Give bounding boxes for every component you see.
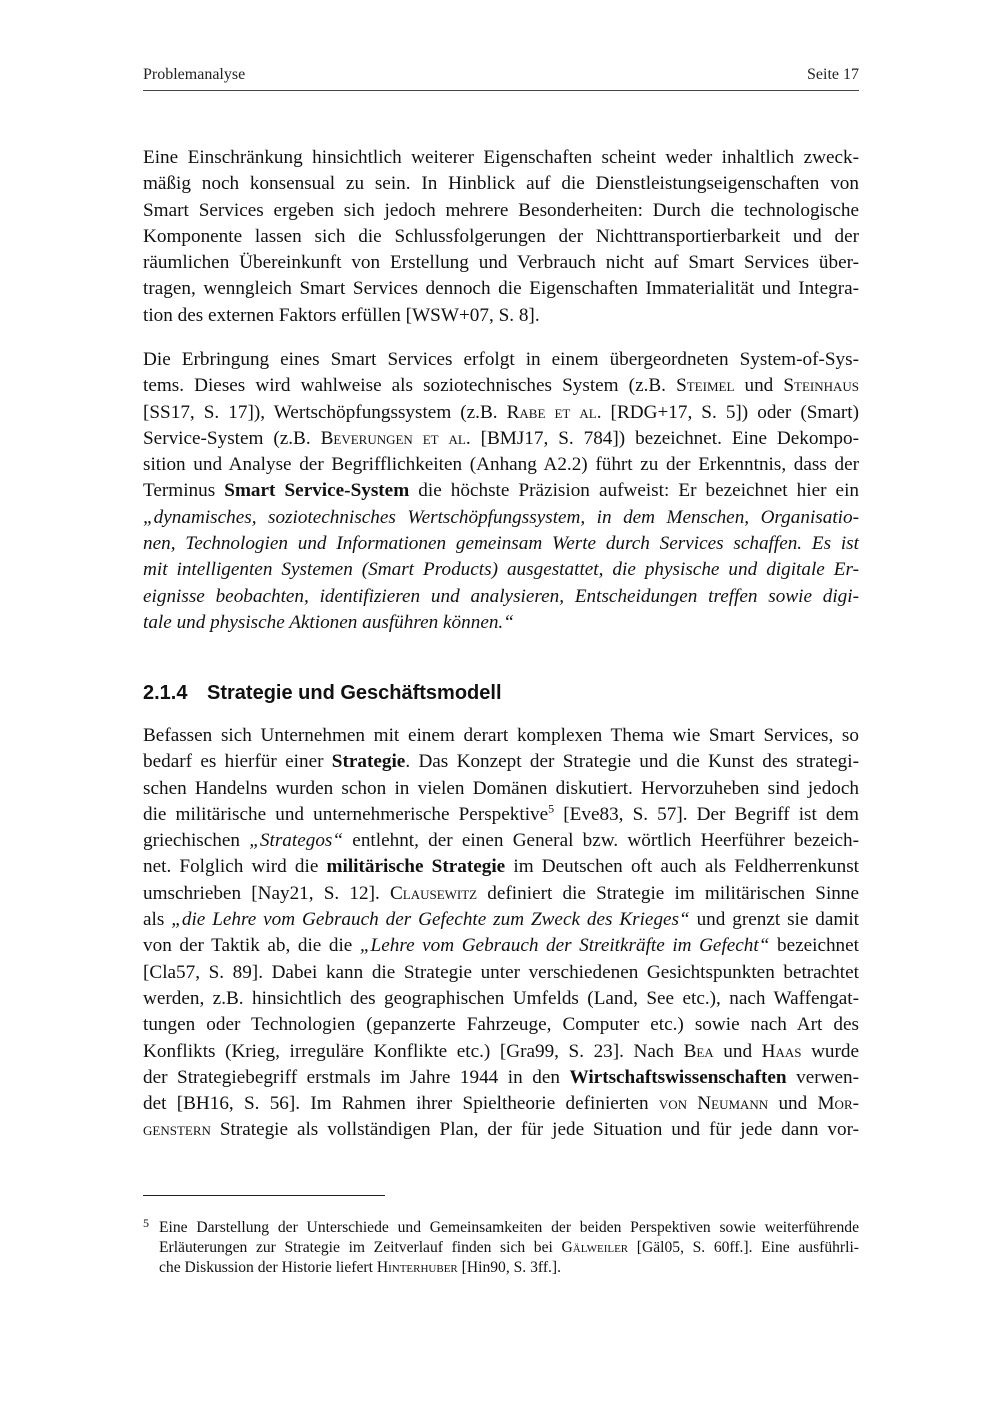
text-line <box>143 802 859 828</box>
text-run: definiert die Strategie im militärischen Sinne <box>477 882 859 904</box>
text-run: Strategie als vollständigen Plan, der für jede Situation und für jede dann vor- <box>210 1119 859 1141</box>
section-number: 2.1.4 <box>143 682 188 704</box>
section-heading <box>143 682 502 705</box>
text-line <box>143 531 859 557</box>
footnote-line <box>143 1238 859 1258</box>
text-run: und <box>734 375 784 397</box>
text-run: und <box>768 1093 818 1115</box>
section-title: Strategie und Geschäftsmodell <box>207 682 502 704</box>
paragraph-2 <box>143 347 859 636</box>
quote-text: mit intelligenten Systemen (Smart Products) ausgestattet, die physische und digitale Er- <box>143 559 859 581</box>
author-name: genstern <box>143 1119 211 1141</box>
bold-term: Smart Service-System <box>224 480 410 502</box>
text-line <box>143 1117 859 1143</box>
text-run: net. Folglich wird die <box>143 856 327 878</box>
text-line <box>143 1091 859 1117</box>
text-run: bedarf es hierfür einer <box>143 751 332 773</box>
text-line <box>143 584 859 610</box>
footnote-number: 5 <box>143 1216 149 1230</box>
text-line: Eine Einschränkung hinsichtlich weiterer Eigenschaften scheint weder inhaltlich zweck- <box>143 147 859 168</box>
footnote-divider <box>143 1195 385 1196</box>
text-line: Komponente lassen sich die Schlussfolgerungen der Nichttransportierbarkeit und der <box>143 225 859 247</box>
text-line <box>143 1039 859 1065</box>
text-line: werden, z.B. hinsichtlich des geographischen Umfelds (Land, See etc.), nach Waffengat- <box>143 987 859 1009</box>
text-run: . Das Konzept der Strategie und die Kunst des strategi- <box>405 751 859 773</box>
text-run: che Diskussion der Historie liefert <box>159 1259 377 1276</box>
text-line <box>143 373 859 399</box>
text-run: entlehnt, der einen General bzw. wörtlich Heerführer bezeich- <box>343 830 859 852</box>
text-line <box>143 933 859 959</box>
text-line <box>143 557 859 583</box>
author-name: Gälweiler <box>561 1239 629 1256</box>
footnote-line <box>143 1258 859 1278</box>
text-line <box>143 854 859 880</box>
text-line: räumlichen Übereinkunft von Erstellung und Verbrauch nicht auf Smart Services über- <box>143 252 859 274</box>
italic-term: „Strategos“ <box>249 830 344 852</box>
text-line <box>143 478 859 504</box>
author-name: Clausewitz <box>389 882 478 904</box>
text-run: im Deutschen oft auch als Feldherrenkunst <box>505 856 860 878</box>
text-line <box>143 1065 859 1091</box>
text-run: wurde <box>801 1040 860 1062</box>
text-run: det [BH16, S. 56]. Im Rahmen ihrer Spieltheorie definierten <box>143 1093 659 1115</box>
text-run: griechischen <box>143 830 250 852</box>
text-line: sition und Analyse der Begrifflichkeiten (Anhang A2.2) führt zu der Erkenntnis, dass der <box>143 454 859 476</box>
text-run: Service-System (z.B. <box>143 427 321 449</box>
bold-term: Strategie <box>331 751 406 773</box>
text-run: tems. Dieses wird wahlweise als soziotechnisches System (z.B. <box>143 375 677 397</box>
page-header <box>143 66 859 91</box>
author-name: Rabe et al. <box>506 401 602 423</box>
paragraph-3 <box>143 723 859 1144</box>
text-line: schen Handelns wurden schon in vielen Domänen diskutiert. Hervorzuheben sind jedoch <box>143 777 859 799</box>
text-line <box>143 505 859 531</box>
text-run: umschrieben [Nay21, S. 12]. <box>143 882 390 904</box>
author-name: Steinhaus <box>783 375 860 397</box>
text-line <box>143 749 859 775</box>
author-name: Haas <box>761 1040 802 1062</box>
text-run: [RDG+17, S. 5]) oder (Smart) <box>601 401 859 423</box>
text-run: [Hin90, S. 3ff.]. <box>457 1259 561 1276</box>
text-run: die höchste Präzision aufweist: Er bezeichnet hier ein <box>409 480 860 502</box>
text-line <box>143 610 859 636</box>
text-line: [Cla57, S. 89]. Dabei kann die Strategie unter verschiedenen Gesichtspunkten betrachtet <box>143 961 859 983</box>
text-run: von der Taktik ab, die die <box>143 935 360 957</box>
text-line: tion des externen Faktors erfüllen [WSW+07, S. 8]. <box>143 304 540 326</box>
text-line <box>143 907 859 933</box>
running-head: Problemanalyse <box>143 66 246 83</box>
author-name: Steimel <box>676 375 735 397</box>
text-run: [Gäl05, S. 60ff.]. Eine ausführli- <box>628 1239 859 1256</box>
quote-text: „die Lehre vom Gebrauch der Gefechte zum Zweck des Krieges“ <box>171 909 690 931</box>
footnote <box>143 1218 859 1278</box>
author-name: Bea <box>683 1040 714 1062</box>
text-line <box>143 881 859 907</box>
text-line <box>143 400 859 426</box>
footnote-line: Eine Darstellung der Unterschiede und Gemeinsamkeiten der beiden Perspektiven sowie weiterführende <box>159 1219 859 1236</box>
text-run: [SS17, S. 17]), Wertschöpfungssystem (z.B. <box>143 401 507 423</box>
quote-text: tale und physische Aktionen ausführen können.“ <box>143 611 514 633</box>
paragraph-1 <box>143 145 859 329</box>
text-run: Erläuterungen zur Strategie im Zeitverlauf finden sich bei <box>159 1239 562 1256</box>
footnote-ref: 5 <box>548 801 555 816</box>
author-name: Mor- <box>817 1093 860 1115</box>
text-run: und grenzt sie damit <box>689 909 859 931</box>
text-line: Smart Services ergeben sich jedoch mehrere Besonderheiten: Durch die technologische <box>143 199 859 221</box>
text-line <box>143 426 859 452</box>
bold-term: militärische Strategie <box>326 856 506 878</box>
text-run: verwen- <box>786 1066 859 1088</box>
text-line: tungen oder Technologien (gepanzerte Fahrzeuge, Computer etc.) sowie nach Art des <box>143 1014 859 1036</box>
text-run: als <box>143 909 172 931</box>
author-name: von Neumann <box>658 1093 769 1115</box>
text-line: tragen, wenngleich Smart Services dennoch die Eigenschaften Immaterialität und Integra- <box>143 278 859 300</box>
text-run: Terminus <box>143 480 225 502</box>
page-number: Seite 17 <box>807 66 859 83</box>
quote-text: „Lehre vom Gebrauch der Streitkräfte im Gefecht“ <box>359 935 770 957</box>
text-run: der Strategiebegriff erstmals im Jahre 1944 in den <box>143 1066 570 1088</box>
text-run: [Eve83, S. 57]. Der Begriff ist dem <box>554 803 859 825</box>
text-run: Konflikts (Krieg, irreguläre Konflikte etc.) [Gra99, S. 23]. Nach <box>143 1040 684 1062</box>
bold-term: Wirtschaftswissenschaften <box>569 1066 787 1088</box>
text-line: mäßig noch konsensual zu sein. In Hinblick auf die Dienstleistungseigenschaften von <box>143 173 859 195</box>
text-run: bezeichnet <box>769 935 859 957</box>
quote-text: nen, Technologien und Informationen gemeinsam Werte durch Services schaffen. Es ist <box>143 533 859 555</box>
text-run: und <box>713 1040 762 1062</box>
text-line: Die Erbringung eines Smart Services erfolgt in einem übergeordneten System-of-Sys- <box>143 349 859 370</box>
text-run: [BMJ17, S. 784]) bezeichnet. Eine Dekompo- <box>470 427 859 449</box>
quote-text: eignisse beobachten, identifizieren und analysieren, Entscheidungen treffen sowie digi- <box>143 585 859 607</box>
text-line: Befassen sich Unternehmen mit einem derart komplexen Thema wie Smart Services, so <box>143 725 859 746</box>
text-run: die militärische und unternehmerische Perspektive <box>143 803 549 825</box>
text-line <box>143 828 859 854</box>
quote-text: „dynamisches, soziotechnisches Wertschöpfungssystem, in dem Menschen, Organisatio- <box>143 506 859 528</box>
author-name: Hinterhuber <box>376 1259 458 1276</box>
author-name: Beverungen et al. <box>320 427 471 449</box>
